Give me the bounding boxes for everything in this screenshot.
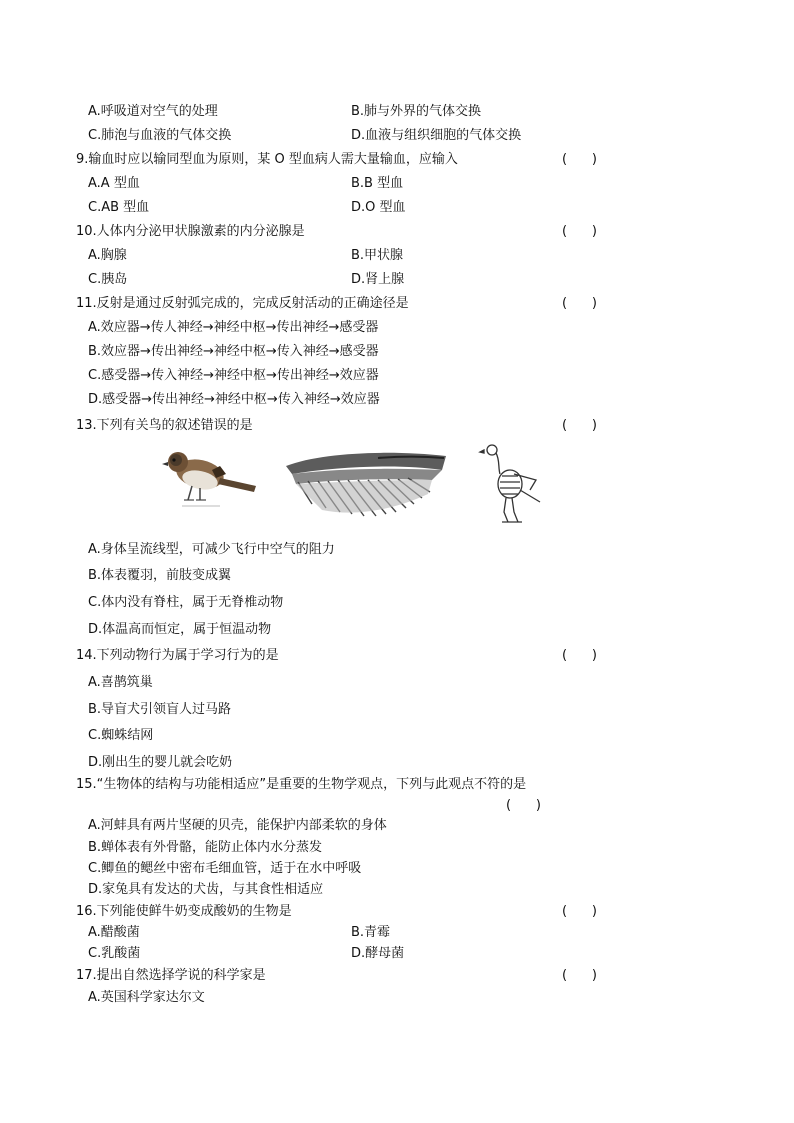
q16-option-c: C.乳酸菌 [88, 946, 141, 961]
q11-option-c: C.感受器→传入神经→神经中枢→传出神经→效应器 [88, 368, 379, 383]
q8-option-a: A.呼吸道对空气的处理 [88, 104, 218, 119]
q8-option-c: C.肺泡与血液的气体交换 [88, 128, 232, 143]
q14-option-c: C.蜘蛛结网 [88, 728, 154, 743]
q14-stem: 14.下列动物行为属于学习行为的是 [76, 648, 279, 663]
q13-stem: 13.下列有关鸟的叙述错误的是 [76, 418, 253, 433]
q8-option-b: B.肺与外界的气体交换 [351, 104, 482, 119]
bird-skeleton-figure [478, 440, 548, 528]
q10-option-b: B.甲状腺 [351, 248, 404, 263]
q9-answer-blank: ( ) [562, 152, 597, 167]
q11-stem: 11.反射是通过反射弧完成的，完成反射活动的正确途径是 [76, 296, 409, 311]
q11-option-b: B.效应器→传出神经→神经中枢→传入神经→感受器 [88, 344, 379, 359]
q16-stem: 16.下列能使鲜牛奶变成酸奶的生物是 [76, 904, 292, 919]
q10-answer-blank: ( ) [562, 224, 597, 239]
q15-answer-blank: ( ) [506, 798, 541, 813]
q8-option-d: D.血液与组织细胞的气体交换 [351, 128, 522, 143]
q9-option-d: D.O 型血 [351, 200, 406, 215]
q15-stem: 15.“生物体的结构与功能相适应”是重要的生物学观点，下列与此观点不符的是 [76, 777, 527, 792]
q14-option-a: A.喜鹊筑巢 [88, 675, 153, 690]
q11-option-a: A.效应器→传人神经→神经中枢→传出神经→感受器 [88, 320, 379, 335]
q13-option-b: B.体表覆羽，前肢变成翼 [88, 568, 232, 583]
q15-option-b: B.蝉体表有外骨骼，能防止体内水分蒸发 [88, 840, 323, 855]
q16-option-d: D.酵母菌 [351, 946, 405, 961]
q15-option-d: D.家兔具有发达的犬齿，与其食性相适应 [88, 882, 324, 897]
q10-option-d: D.肾上腺 [351, 272, 405, 287]
q17-stem: 17.提出自然选择学说的科学家是 [76, 968, 266, 983]
q13-option-c: C.体内没有脊柱，属于无脊椎动物 [88, 595, 284, 610]
q10-option-a: A.胸腺 [88, 248, 127, 263]
q9-stem: 9.输血时应以输同型血为原则，某 O 型血病人需大量输血，应输入 [76, 152, 458, 167]
q14-answer-blank: ( ) [562, 648, 597, 663]
q16-option-b: B.青霉 [351, 925, 391, 940]
sparrow-figure [160, 440, 260, 512]
q11-option-d: D.感受器→传出神经→神经中枢→传入神经→效应器 [88, 392, 380, 407]
q9-option-c: C.AB 型血 [88, 200, 150, 215]
q9-option-a: A.A 型血 [88, 176, 140, 191]
q14-option-d: D.刚出生的婴儿就会吃奶 [88, 755, 233, 770]
q13-option-d: D.体温高而恒定，属于恒温动物 [88, 622, 272, 637]
q9-option-b: B.B 型血 [351, 176, 404, 191]
q17-answer-blank: ( ) [562, 968, 597, 983]
q15-option-c: C.鲫鱼的鳃丝中密布毛细血管，适于在水中呼吸 [88, 861, 362, 876]
q11-answer-blank: ( ) [562, 296, 597, 311]
q16-answer-blank: ( ) [562, 904, 597, 919]
q16-option-a: A.醋酸菌 [88, 925, 140, 940]
q15-option-a: A.河蚌具有两片坚硬的贝壳，能保护内部柔软的身体 [88, 818, 387, 833]
q13-answer-blank: ( ) [562, 418, 597, 433]
q10-option-c: C.胰岛 [88, 272, 128, 287]
q10-stem: 10.人体内分泌甲状腺激素的内分泌腺是 [76, 224, 305, 239]
q17-option-a: A.英国科学家达尔文 [88, 990, 205, 1005]
wing-figure [282, 448, 450, 520]
q14-option-b: B.导盲犬引领盲人过马路 [88, 702, 232, 717]
q13-option-a: A.身体呈流线型，可减少飞行中空气的阻力 [88, 542, 335, 557]
